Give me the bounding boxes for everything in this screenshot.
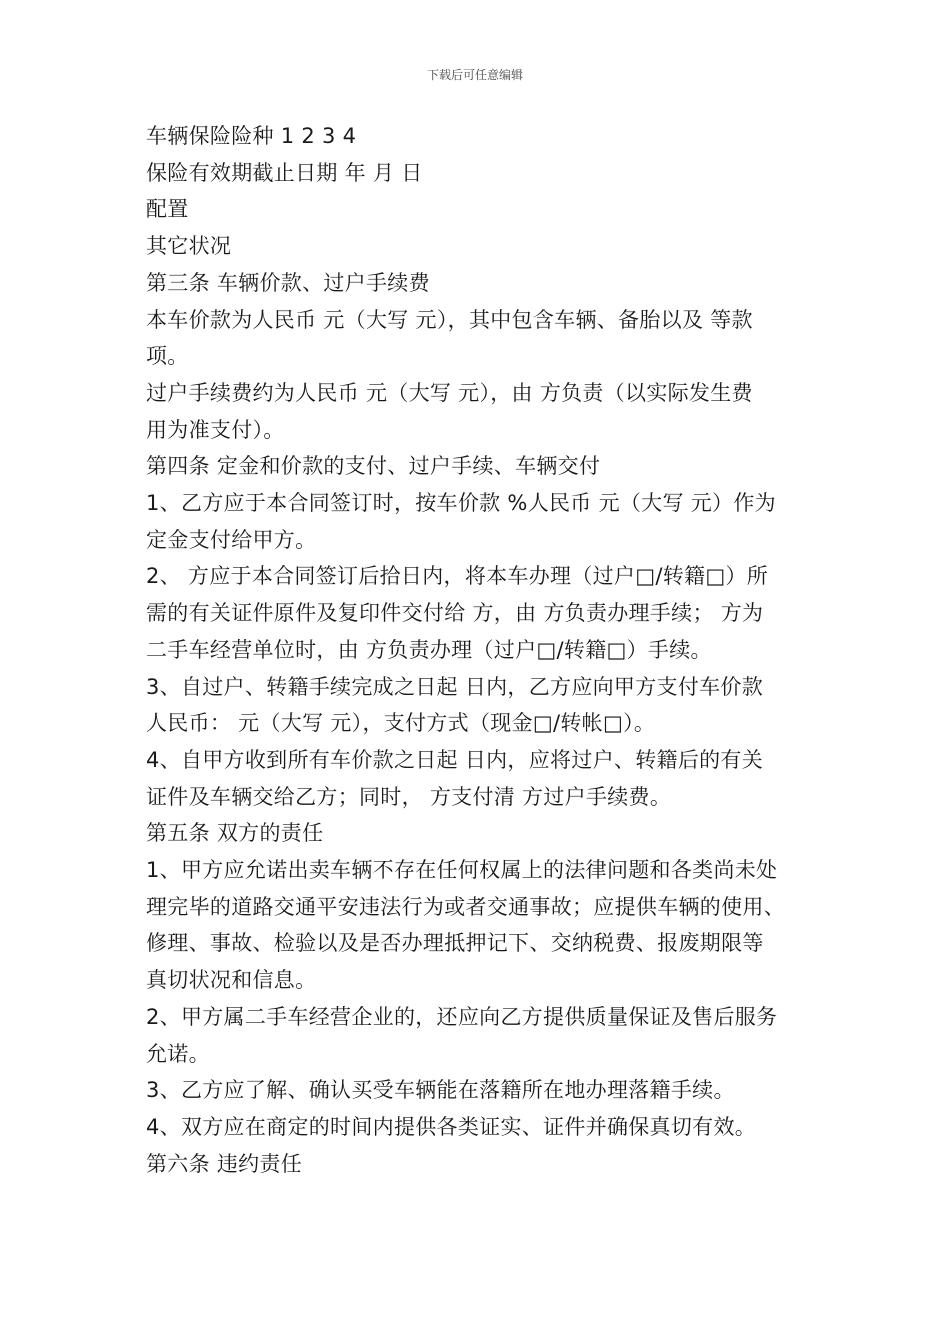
text-line: 修理、事故、检验以及是否办理抵押记下、交纳税费、报废期限等 [146,931,764,956]
document-body [146,118,808,1182]
text-line: 配置 [146,197,189,222]
text-line: 4、自甲方收到所有车价款之日起 日内，应将过户、转籍后的有关 [146,747,764,772]
text-line: 保险有效期截止日期 年 月 日 [146,160,423,185]
section-heading: 第三条 车辆价款、过户手续费 [146,270,430,295]
text-line: 过户手续费约为人民币 元（大写 元），由 方负责（以实际发生费 [146,380,753,405]
text-line: 允诺。 [146,1041,210,1066]
text-line: 1、乙方应于本合同签订时，按车价款 %人民币 元（大写 元）作为 [146,491,776,516]
text-line: 2、 方应于本合同签订后拾日内，将本车办理（过户□/转籍□）所 [146,564,769,589]
text-line: 1、甲方应允诺出卖车辆不存在任何权属上的法律问题和各类尚未处 [146,858,778,883]
text-line: 证件及车辆交给乙方；同时， 方支付清 方过户手续费。 [146,784,672,809]
text-line: 2、甲方属二手车经营企业的，还应向乙方提供质量保证及售后服务 [146,1004,778,1029]
text-line: 其它状况 [146,234,232,259]
text-line: 理完毕的道路交通平安违法行为或者交通事故；应提供车辆的使用、 [146,894,785,919]
text-line: 本车价款为人民币 元（大写 元），其中包含车辆、备胎以及 等款 [146,307,753,332]
page-header-note: 下载后可任意编辑 [426,68,523,82]
text-line: 定金支付给甲方。 [146,527,317,552]
text-line: 用为准支付）。 [146,417,285,442]
section-heading: 第四条 定金和价款的支付、过户手续、车辆交付 [146,454,601,479]
text-line: 需的有关证件原件及复印件交付给 方，由 方负责办理手续； 方为 [146,601,764,626]
text-line: 二手车经营单位时，由 方负责办理（过户□/转籍□）手续。 [146,637,712,662]
text-line: 3、乙方应了解、确认买受车辆能在落籍所在地办理落籍手续。 [146,1078,735,1103]
section-heading: 第五条 双方的责任 [146,821,324,846]
text-line: 真切状况和信息。 [146,968,317,993]
section-heading: 第六条 违约责任 [146,1151,303,1176]
text-line: 车辆保险险种 1 2 3 4 [146,124,357,148]
text-line: 4、双方应在商定的时间内提供各类证实、证件并确保真切有效。 [146,1114,757,1139]
text-line: 项。 [146,344,189,369]
text-line: 3、自过户、转籍手续完成之日起 日内，乙方应向甲方支付车价款 [146,674,764,699]
text-line: 人民币： 元（大写 元），支付方式（现金□/转帐□）。 [146,711,656,736]
